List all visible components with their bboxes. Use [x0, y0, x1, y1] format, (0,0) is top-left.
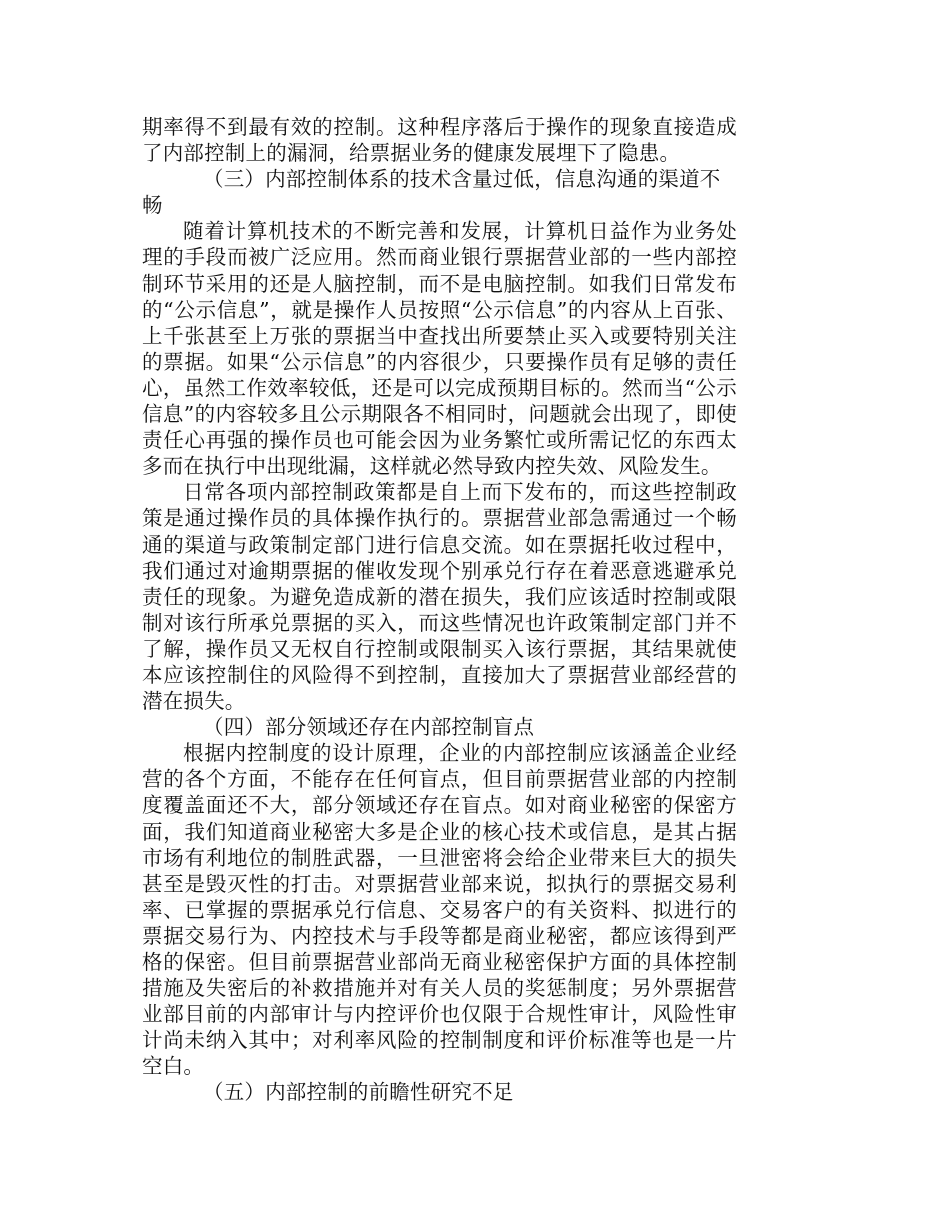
section-heading-4: （四）部分领域还存在内部控制盲点	[203, 715, 535, 740]
document-page	[142, 114, 737, 1106]
section-heading-5: （五）内部控制的前瞻性研究不足	[203, 1080, 514, 1105]
paragraph-continuation: 期率得不到最有效的控制。这种程序落后于操作的现象直接造成了内部控制上的漏洞，给票据业务的健康发展埋下了隐患。	[142, 115, 737, 166]
section-heading-3: （三）内部控制体系的技术含量过低，信息沟通的渠道不畅	[142, 167, 721, 218]
paragraph-body: 日常各项内部控制政策都是自上而下发布的，而这些控制政策是通过操作员的具体操作执行的。票据营业部急需通过一个畅通的渠道与政策制定部门进行信息交流。如在票据托收过程中，我们通过对逾期票据的催收发现个别承兑行存在着恶意逃避承兑责任的现象。为避免造成新的潜在损失，我们应该适时控制或限制对该行所承兑票据的买入，而这些情况也许政策制定部门并不了解，操作员又无权自行控制或限制买入该行票据，其结果就使本应该控制住的风险得不到控制，直接加大了票据营业部经营的潜在损失。	[142, 480, 737, 714]
paragraph-body: 随着计算机技术的不断完善和发展，计算机日益作为业务处理的手段而被广泛应用。然而商业银行票据营业部的一些内部控制环节采用的还是人脑控制，而不是电脑控制。如我们日常发布的“公示信息”，就是操作人员按照“公示信息”的内容从上百张、上千张甚至上万张的票据当中查找出所要禁止买入或要特别关注的票据。如果“公示信息”的内容很少，只要操作员有足够的责任心，虽然工作效率较低，还是可以完成预期目标的。然而当“公示信息”的内容较多且公示期限各不相同时，问题就会出现了，即使责任心再强的操作员也可能会因为业务繁忙或所需记忆的东西太多而在执行中出现纰漏，这样就必然导致内控失效、风险发生。	[142, 219, 737, 479]
paragraph-body: 根据内控制度的设计原理，企业的内部控制应该涵盖企业经营的各个方面，不能存在任何盲点，但目前票据营业部的内控制度覆盖面还不大，部分领域还存在盲点。如对商业秘密的保密方面，我们知道商业秘密大多是企业的核心技术或信息，是其占据市场有利地位的制胜武器，一旦泄密将会给企业带来巨大的损失甚至是毁灭性的打击。对票据营业部来说，拟执行的票据交易利率、已掌握的票据承兑行信息、交易客户的有关资料、拟进行的票据交易行为、内控技术与手段等都是商业秘密，都应该得到严格的保密。但目前票据营业部尚无商业秘密保护方面的具体控制措施及失密后的补救措施并对有关人员的奖惩制度；另外票据营业部目前的内部审计与内控评价也仅限于合规性审计，风险性审计尚未纳入其中；对利率风险的控制制度和评价标准等也是一片空白。	[142, 741, 737, 1079]
